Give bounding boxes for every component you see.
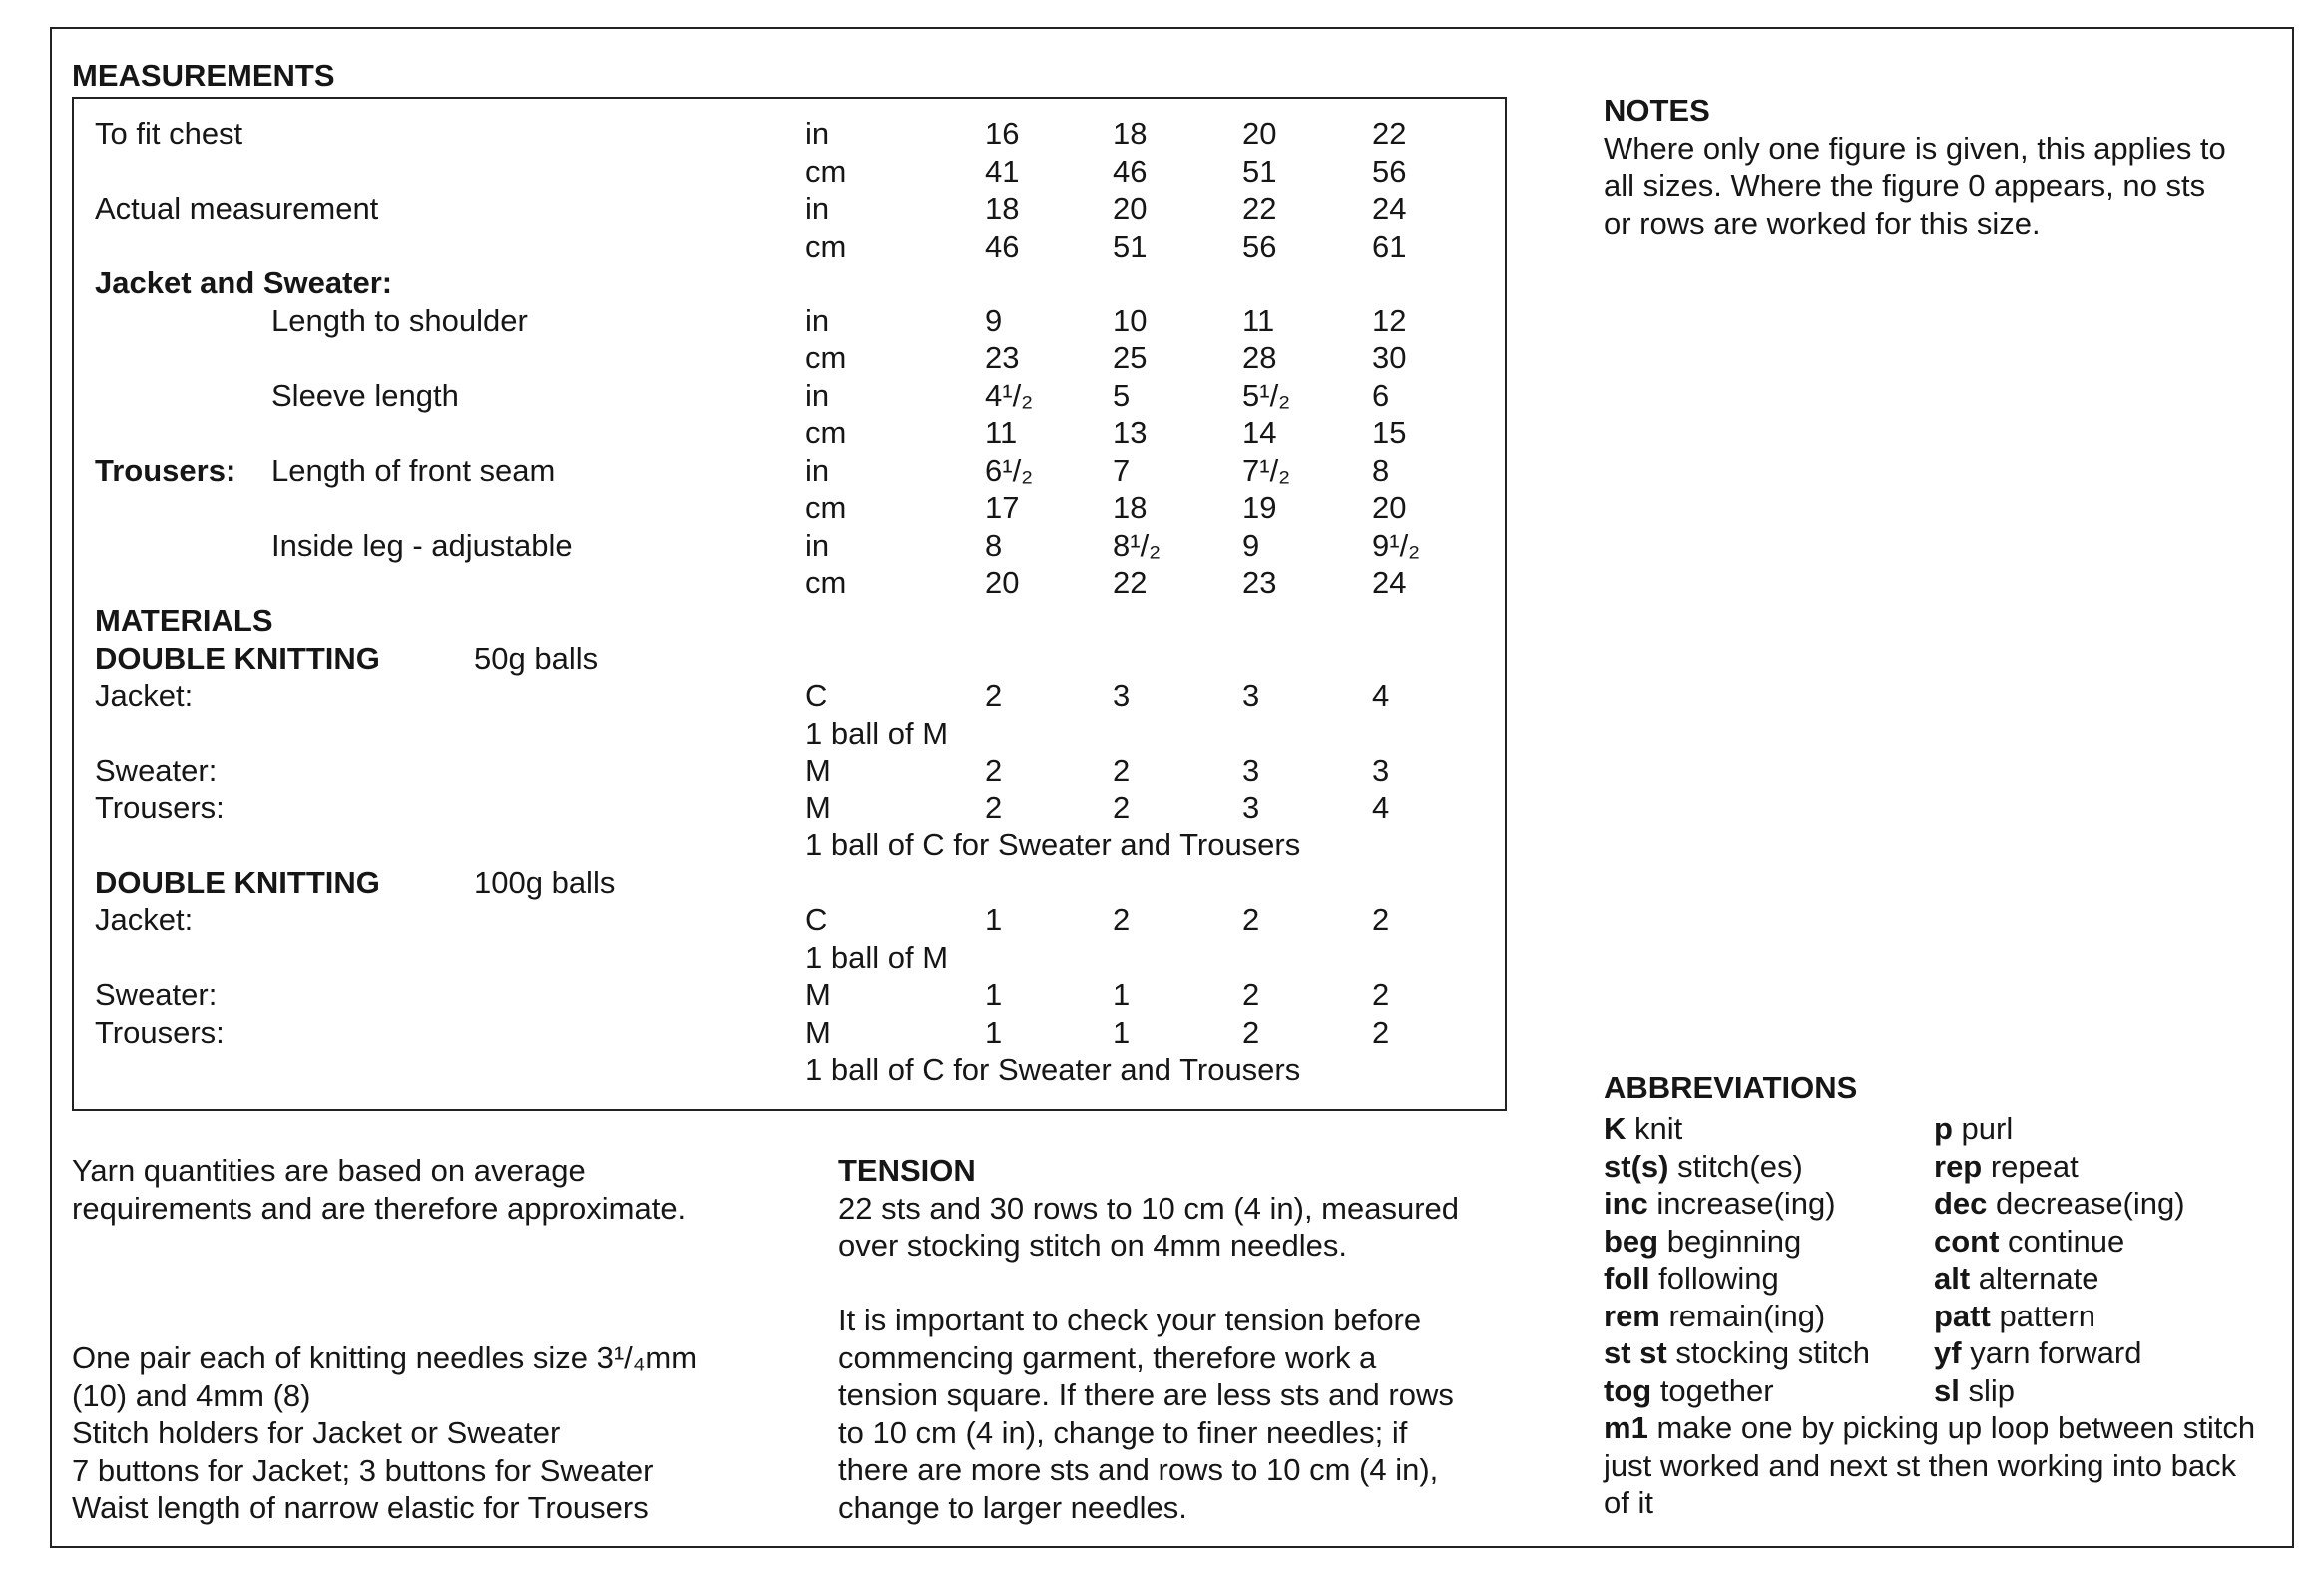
garment-label: Jacket: (95, 678, 194, 713)
ball-count: 2 (985, 678, 1003, 713)
size-value: 41 (985, 153, 1020, 189)
ball-size: 100g balls (474, 864, 616, 900)
size-value: 6¹/₂ (985, 452, 1034, 488)
size-value: 7 (1113, 452, 1131, 488)
ball-count: 4 (1372, 789, 1390, 825)
ball-count: 2 (985, 753, 1003, 787)
table-row (95, 377, 1492, 415)
table-row (95, 752, 1492, 789)
ball-count: 2 (1113, 902, 1131, 937)
unit-label: in (805, 116, 830, 151)
colour-code: M (805, 1014, 831, 1050)
table-row (95, 789, 1492, 827)
table-row (95, 339, 1492, 377)
abbreviation-m1: m1 make one by picking up loop between stitch just worked and next st then working into back of it (1604, 1410, 2256, 1520)
ball-count: 2 (1372, 977, 1390, 1012)
abbreviation-item: st(s) stitch(es) (1604, 1148, 1803, 1184)
garment-label: Sweater: (95, 977, 218, 1012)
table-row (95, 527, 1492, 565)
group-label: Jacket and Sweater: (95, 265, 393, 300)
equipment-item: Stitch holders for Jacket or Sweater (72, 1415, 561, 1450)
abbreviation-item: patt pattern (1934, 1298, 2095, 1333)
table-row (95, 640, 1492, 678)
ball-count: 2 (1113, 753, 1131, 787)
abbreviation-item: rem remain(ing) (1604, 1298, 1826, 1333)
table-row (95, 901, 1492, 939)
colour-code: M (805, 753, 831, 787)
table-row (95, 264, 1492, 302)
size-value: 8 (1372, 452, 1390, 488)
yarn-type: DOUBLE KNITTING (95, 864, 380, 900)
abbreviation-item: K knit (1604, 1111, 1683, 1146)
ball-count: 1 (1113, 977, 1131, 1012)
yarn-type: DOUBLE KNITTING (95, 640, 380, 676)
size-value: 19 (1242, 490, 1277, 525)
size-value: 28 (1242, 340, 1277, 375)
unit-label: in (805, 302, 830, 338)
yarn-note: Yarn quantities are based on average requirements and are therefore approximate. (72, 1153, 687, 1226)
colour-code: M (805, 789, 831, 825)
colour-code: M (805, 977, 831, 1012)
size-value: 20 (1113, 191, 1148, 226)
size-value: 11 (1242, 302, 1275, 338)
abbreviation-item: p purl (1934, 1111, 2014, 1146)
size-value: 8 (985, 527, 1003, 563)
table-row (95, 1051, 1492, 1089)
ball-count: 2 (985, 789, 1003, 825)
abbreviation-item: alt alternate (1934, 1261, 2099, 1296)
size-value: 24 (1372, 565, 1407, 600)
measurements-table (95, 115, 1492, 602)
size-value: 5 (1113, 377, 1131, 413)
size-value: 14 (1242, 415, 1277, 450)
measurement-label: To fit chest (95, 116, 243, 151)
size-value: 56 (1372, 153, 1407, 189)
table-row (95, 153, 1492, 191)
measurement-label: Inside leg - adjustable (271, 527, 573, 563)
size-value: 15 (1372, 415, 1407, 450)
size-value: 20 (1372, 490, 1407, 525)
equipment-item: One pair each of knitting needles size 3¹/₄mm (72, 1340, 697, 1375)
table-row (95, 452, 1492, 490)
abbreviation-item: dec decrease(ing) (1934, 1186, 2185, 1221)
ball-count: 2 (1242, 902, 1260, 937)
size-value: 23 (1242, 565, 1277, 600)
unit-label: cm (805, 340, 847, 375)
equipment-item: Waist length of narrow elastic for Trousers (72, 1490, 649, 1525)
ball-count: 1 (985, 902, 1003, 937)
garment-label: Trousers: (95, 1014, 225, 1050)
ball-count: 1 (1113, 1014, 1131, 1050)
size-value: 22 (1113, 565, 1148, 600)
ball-count: 2 (1242, 977, 1260, 1012)
abbreviations-heading: ABBREVIATIONS (1604, 1070, 1858, 1105)
abbreviation-item: tog together (1604, 1372, 1774, 1408)
garment-label: Sweater: (95, 753, 218, 787)
unit-label: in (805, 377, 830, 413)
abbreviation-item: inc increase(ing) (1604, 1186, 1836, 1221)
table-row (95, 414, 1492, 452)
size-value: 20 (985, 565, 1020, 600)
table-row (95, 864, 1492, 902)
ball-count: 3 (1242, 789, 1260, 825)
table-row (95, 564, 1492, 602)
size-value: 12 (1372, 302, 1407, 338)
size-value: 18 (1113, 490, 1148, 525)
unit-label: in (805, 452, 830, 488)
table-row (95, 1014, 1492, 1052)
ball-count: 3 (1242, 678, 1260, 713)
size-value: 16 (985, 116, 1020, 151)
ball-count: 2 (1242, 1014, 1260, 1050)
ball-count: 3 (1242, 753, 1260, 787)
ball-count: 3 (1113, 678, 1131, 713)
ball-count: 4 (1372, 678, 1390, 713)
table-row (95, 602, 1492, 640)
measurement-label: Actual measurement (95, 191, 379, 226)
group-label: Trousers: (95, 452, 236, 488)
abbreviations-right (1934, 1110, 2185, 1409)
table-row (95, 190, 1492, 228)
unit-label: cm (805, 490, 847, 525)
equipment-item: 7 buttons for Jacket; 3 buttons for Sweater (72, 1452, 654, 1488)
measurement-label: Length to shoulder (271, 302, 528, 338)
size-value: 23 (985, 340, 1020, 375)
measurement-label: Sleeve length (271, 377, 459, 413)
materials-table (95, 602, 1492, 1089)
abbreviation-item: st st stocking stitch (1604, 1335, 1871, 1370)
materials-heading: MATERIALS (95, 603, 273, 638)
equipment-list (72, 1339, 697, 1527)
unit-label: in (805, 191, 830, 226)
abbreviation-item: foll following (1604, 1261, 1779, 1296)
notes-section: NOTES Where only one figure is given, this applies to all sizes. Where the figure 0 appears, no sts or rows are worked for this size. (1604, 93, 2226, 241)
size-value: 61 (1372, 228, 1407, 263)
abbreviation-item: cont continue (1934, 1223, 2125, 1259)
unit-label: cm (805, 228, 847, 263)
colour-code: C (805, 678, 828, 713)
table-row (95, 677, 1492, 715)
ball-count: 2 (1113, 789, 1131, 825)
table-row (95, 228, 1492, 265)
size-value: 13 (1113, 415, 1148, 450)
table-row (95, 976, 1492, 1014)
size-value: 10 (1113, 302, 1148, 338)
size-value: 46 (985, 228, 1020, 263)
size-value: 51 (1113, 228, 1148, 263)
ball-count: 3 (1372, 753, 1390, 787)
size-value: 24 (1372, 191, 1407, 226)
size-value: 51 (1242, 153, 1277, 189)
ball-count: 2 (1372, 902, 1390, 937)
unit-label: in (805, 527, 830, 563)
ball-count: 1 (985, 977, 1003, 1012)
ball-size: 50g balls (474, 640, 599, 676)
abbreviation-item: rep repeat (1934, 1148, 2079, 1184)
materials-note: 1 ball of M (805, 715, 949, 751)
unit-label: cm (805, 153, 847, 189)
ball-count: 1 (985, 1014, 1003, 1050)
materials-note: 1 ball of C for Sweater and Trousers (805, 827, 1301, 862)
materials-note: 1 ball of C for Sweater and Trousers (805, 1052, 1301, 1087)
measurements-heading: MEASUREMENTS (72, 58, 335, 93)
size-value: 11 (985, 415, 1018, 450)
tension-heading: TENSION (838, 1153, 976, 1188)
measurement-label: Length of front seam (271, 452, 556, 488)
size-value: 46 (1113, 153, 1148, 189)
size-value: 22 (1372, 116, 1407, 151)
table-row (95, 302, 1492, 340)
size-value: 9 (985, 302, 1003, 338)
abbreviation-item: sl slip (1934, 1372, 2015, 1408)
abbreviation-item: beg beginning (1604, 1223, 1802, 1259)
size-value: 18 (985, 191, 1020, 226)
equipment-item: (10) and 4mm (8) (72, 1377, 311, 1413)
size-value: 8¹/₂ (1113, 527, 1162, 563)
colour-code: C (805, 902, 828, 937)
abbreviations-left (1604, 1110, 1870, 1409)
size-value: 56 (1242, 228, 1277, 263)
unit-label: cm (805, 415, 847, 450)
ball-count: 2 (1372, 1014, 1390, 1050)
garment-label: Jacket: (95, 902, 194, 937)
table-row (95, 115, 1492, 153)
table-row (95, 489, 1492, 527)
size-value: 4¹/₂ (985, 377, 1034, 413)
tension-section: TENSION 22 sts and 30 rows to 10 cm (4 in), measured over stocking stitch on 4mm needles. It is important to check your tension before commencing garment, therefore work a tension square. If there are less sts and rows to 10 cm (4 in), change to finer needles; if there are more sts and rows to 10 cm (4 in), change to larger needles. (838, 1153, 1460, 1525)
unit-label: cm (805, 565, 847, 600)
notes-heading: NOTES (1604, 93, 1710, 128)
abbreviation-item: yf yarn forward (1934, 1335, 2142, 1370)
materials-note: 1 ball of M (805, 939, 949, 975)
size-value: 25 (1113, 340, 1148, 375)
size-value: 30 (1372, 340, 1407, 375)
size-value: 18 (1113, 116, 1148, 151)
size-value: 5¹/₂ (1242, 377, 1291, 413)
size-value: 17 (985, 490, 1020, 525)
table-row (95, 715, 1492, 753)
size-value: 22 (1242, 191, 1277, 226)
table-row (95, 826, 1492, 864)
garment-label: Trousers: (95, 789, 225, 825)
size-value: 9¹/₂ (1372, 527, 1421, 563)
size-value: 20 (1242, 116, 1277, 151)
size-value: 9 (1242, 527, 1260, 563)
size-value: 6 (1372, 377, 1390, 413)
size-value: 7¹/₂ (1242, 452, 1291, 488)
table-row (95, 939, 1492, 977)
